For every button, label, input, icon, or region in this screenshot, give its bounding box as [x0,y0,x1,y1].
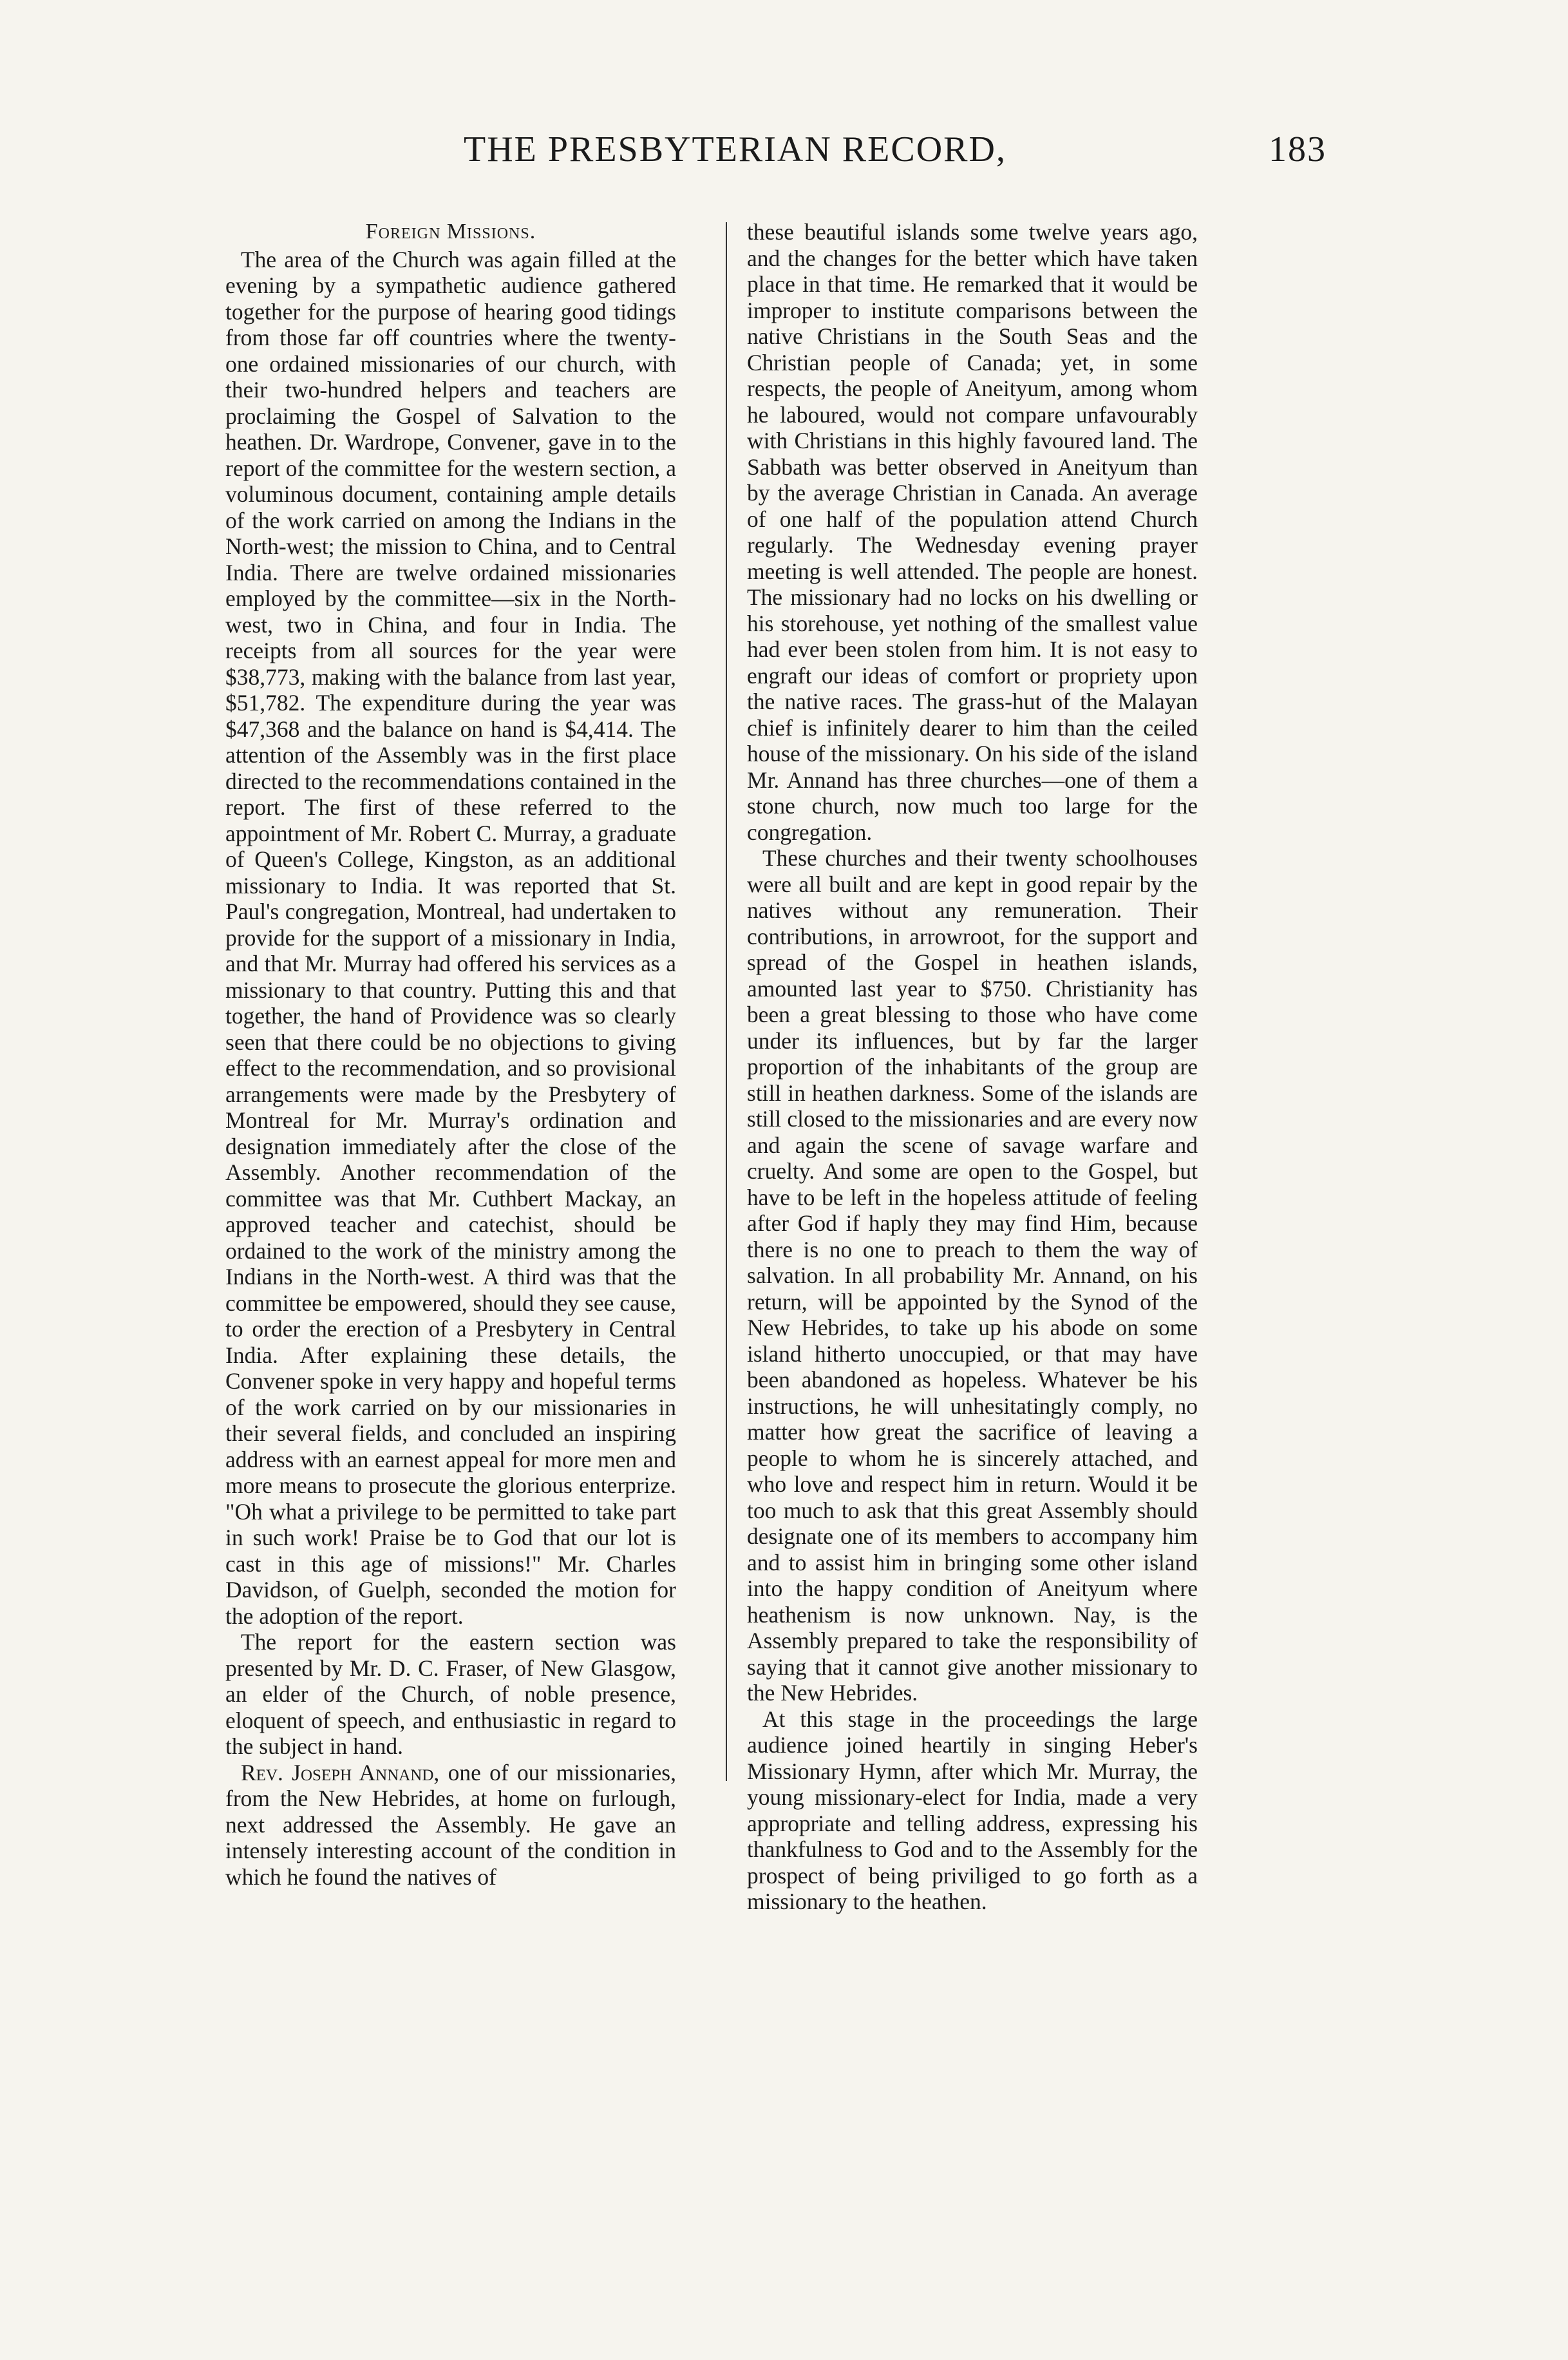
paragraph [225,1760,676,1890]
running-header [232,129,1327,180]
paragraph: The report for the eastern section was presented by Mr. D. C. Fraser, of New Glasgow, an elder of the Church, of noble presence, eloquent of speech, and enthusiastic in regard to the subject in hand. [225,1629,676,1759]
paragraph: these beautiful islands some twelve years ago, and the changes for the better which have taken place in that time. He remarked that it would be improper to institute comparisons between the native Christians in the South Seas and the Christian people of Canada; yet, in some respects, the people of Aneityum, among whom he laboured, would not compare unfavourably with Christians in this highly favoured land. The Sabbath was better observed in Aneityum than by the average Christian in Canada. An average of one half of the population attend Church regularly. The Wednesday evening prayer meeting is well attended. The people are honest. The missionary had no locks on his dwelling or his storehouse, yet nothing of the smallest value had ever been stolen from him. It is not easy to engraft our ideas of comfort or propriety upon the native races. The grass-hut of the Malayan chief is infinitely dearer to him than the ceiled house of the missionary. On his side of the island Mr. Annand has three churches—one of them a stone church, now much too large for the congregation. [747,219,1198,845]
right-column [747,219,1198,1915]
column-divider [726,222,727,1781]
paragraph-text: one of our missionaries, from the New Hebrides, at home on furlough, next addressed the Assembly. He gave an intensely interesting account of the condition in which he found the natives of [225,1759,676,1890]
section-heading: Foreign Missions. [365,220,536,243]
journal-title: THE PRESBYTERIAN RECORD, [464,129,1006,169]
paragraph: At this stage in the proceedings the large audience joined heartily in singing Heber's Missionary Hymn, after which Mr. Murray, the young missionary-elect for India, made a very appropriate and telling address, expressing his thankfulness to God and to the Assembly for the prospect of being priviliged to go forth as a missionary to the heathen. [747,1706,1198,1914]
page-number: 183 [1269,129,1327,169]
speaker-name: Rev. Joseph Annand, [241,1759,440,1785]
left-column [225,219,676,1890]
paragraph: These churches and their twenty schoolhouses were all built and are kept in good repair by the natives without any remuneration. Their contributions, in arrowroot, for the support and spread of the Gospel in heathen islands, amounted last year to $750. Christianity has been a great blessing to those who have come under its influences, but by far the larger proportion of the inhabitants of the group are still in heathen darkness. Some of the islands are still closed to the missionaries and are every now and again the scene of savage warfare and cruelty. And some are open to the Gospel, but have to be left in the hopeless attitude of feeling after God if haply they may find Him, because there is no one to preach to them the way of salvation. In all probability Mr. Annand, on his return, will be appointed by the Synod of the New Hebrides, to take up his abode on some island hitherto unoccupied, or that may have been abandoned as hopeless. Whatever be his instructions, he will unhesitatingly comply, no matter how great the sacrifice of leaving a people to whom he is sincerely attached, and who love and respect him in return. Would it be too much to ask that this great Assembly should designate one of its members to accompany him and to assist him in bringing some other island into the happy condition of Aneityum where heathenism is now unknown. Nay, is the Assembly prepared to take the responsibility of saying that it cannot give another missionary to the New Hebrides. [747,845,1198,1706]
paragraph: The area of the Church was again filled at the evening by a sympathetic audience gathered together for the purpose of hearing good tidings from those far off countries where the twenty-one ordained missionaries of our church, with their two-hundred helpers and teachers are proclaiming the Gospel of Salvation to the heathen. Dr. Wardrope, Convener, gave in to the report of the committee for the western section, a voluminous document, containing ample details of the work carried on among the Indians in the North-west; the mission to China, and to Central India. There are twelve ordained missionaries employed by the committee—six in the North-west, two in China, and four in India. The receipts from all sources for the year were $38,773, making with the balance from last year, $51,782. The expenditure during the year was $47,368 and the balance on hand is $4,414. The attention of the Assembly was in the first place directed to the recommendations contained in the report. The first of these referred to the appointment of Mr. Robert C. Murray, a graduate of Queen's College, Kingston, as an additional missionary to India. It was reported that St. Paul's congregation, Montreal, had undertaken to provide for the support of a missionary in India, and that Mr. Murray had offered his services as a missionary to that country. Putting this and that together, the hand of Providence was so clearly seen that there could be no objections to giving effect to the recommendation, and so provisional arrangements were made by the Presbytery of Montreal for Mr. Murray's ordination and designation immediately after the close of the Assembly. Another recommendation of the committee was that Mr. Cuthbert Mackay, an approved teacher and catechist, should be ordained to the work of the ministry among the Indians in the North-west. A third was that the committee be empowered, should they see cause, to order the erection of a Presbytery in Central India. After explaining these details, the Convener spoke in very happy and hopeful terms of the work carried on by our missionaries in their several fields, and concluded an inspiring address with an earnest appeal for more men and more means to prosecute the glorious enterprize. "Oh what a privilege to be permitted to take part in such work! Praise be to God that our lot is cast in this age of missions!" Mr. Charles Davidson, of Guelph, seconded the motion for the adoption of the report. [225,246,676,1629]
